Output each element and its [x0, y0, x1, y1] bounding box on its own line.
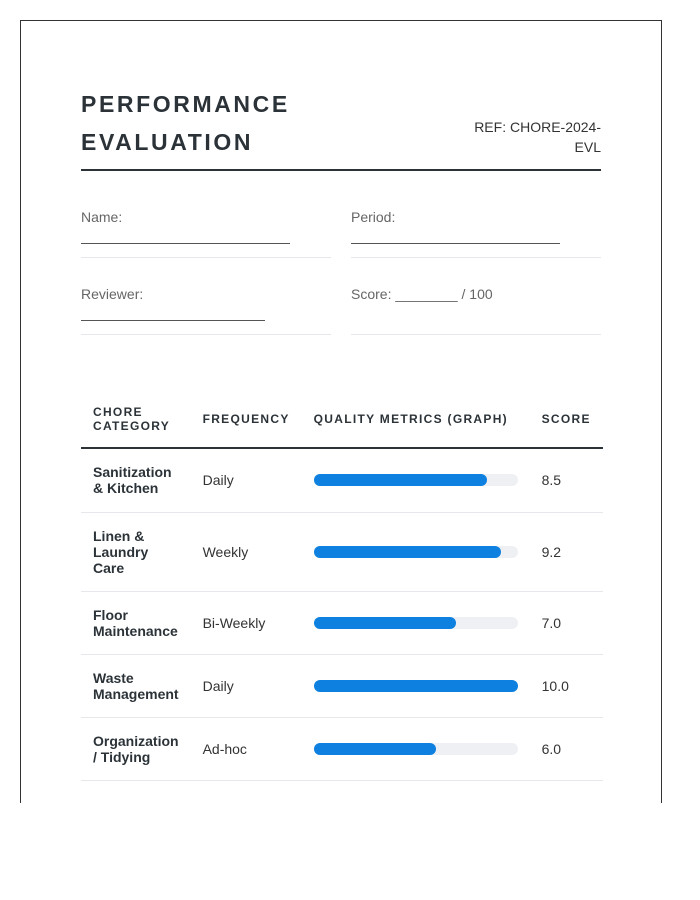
period-label: Period:: [351, 209, 396, 225]
progress-bar-track: [314, 474, 518, 486]
chore-category: [81, 717, 191, 780]
frequency-cell: Daily: [191, 448, 302, 512]
frequency-cell: Weekly: [191, 512, 302, 591]
period-blank-line: [351, 243, 560, 244]
table-header-row: [81, 391, 603, 448]
frequency-cell: Bi-Weekly: [191, 591, 302, 654]
chore-category: [81, 512, 191, 591]
reference-line-1: REF: CHORE-2024-: [474, 119, 601, 135]
score-cell: 9.2: [530, 512, 603, 591]
title-line-2: EVALUATION: [81, 129, 254, 155]
chore-category: [81, 448, 191, 512]
chore-category-line: Sanitization: [93, 464, 172, 481]
chore-category-line: Laundry: [93, 543, 149, 560]
chore-category-line: Organization: [93, 732, 179, 749]
score-cell: 6.0: [530, 717, 603, 780]
chore-category: [81, 591, 191, 654]
document-header: [81, 81, 601, 171]
score-cell: 7.0: [530, 591, 603, 654]
chore-category-line: / Tidying: [93, 748, 151, 765]
progress-bar-track: [314, 743, 518, 755]
header-category: [81, 391, 191, 448]
reference-line-2: EVL: [574, 139, 601, 155]
metrics-cell: [302, 512, 530, 591]
chore-category-line: Linen &: [93, 527, 145, 544]
progress-bar-fill: [314, 546, 502, 558]
reviewer-field[interactable]: [81, 286, 331, 335]
score-cell: 10.0: [530, 654, 603, 717]
frequency-cell: Daily: [191, 654, 302, 717]
header-category-line-1: CHORE: [93, 405, 143, 419]
table-row: [81, 654, 603, 717]
evaluation-page: [20, 20, 662, 803]
reference-code: [461, 117, 601, 157]
header-metrics: QUALITY METRICS (GRAPH): [302, 391, 530, 448]
table-row: [81, 591, 603, 654]
progress-bar-track: [314, 546, 518, 558]
table-row: [81, 448, 603, 512]
chore-category-line: Maintenance: [93, 622, 178, 639]
chore-category-line: Management: [93, 685, 179, 702]
metrics-cell: [302, 717, 530, 780]
score-label: Score: ________ / 100: [351, 286, 493, 302]
frequency-cell: Ad-hoc: [191, 717, 302, 780]
progress-bar-fill: [314, 474, 487, 486]
score-field[interactable]: [351, 286, 601, 335]
score-cell: 8.5: [530, 448, 603, 512]
chore-table: [81, 391, 603, 781]
chore-category-line: Floor: [93, 606, 128, 623]
table-row: [81, 512, 603, 591]
progress-bar-fill: [314, 680, 518, 692]
table-row: [81, 717, 603, 780]
chore-category-line: & Kitchen: [93, 480, 159, 497]
chore-category-line: Care: [93, 559, 125, 576]
reviewer-label: Reviewer:: [81, 286, 144, 302]
page-title: [81, 85, 290, 161]
name-field[interactable]: [81, 209, 331, 258]
progress-bar-track: [314, 680, 518, 692]
reviewer-blank-line: [81, 320, 265, 321]
progress-bar-fill: [314, 743, 436, 755]
period-field[interactable]: [351, 209, 601, 258]
name-blank-line: [81, 243, 290, 244]
metrics-cell: [302, 448, 530, 512]
title-line-1: PERFORMANCE: [81, 91, 290, 117]
name-label: Name:: [81, 209, 123, 225]
progress-bar-track: [314, 617, 518, 629]
header-score: SCORE: [530, 391, 603, 448]
chore-category: [81, 654, 191, 717]
header-frequency: FREQUENCY: [191, 391, 302, 448]
header-category-line-2: CATEGORY: [93, 419, 171, 433]
chore-category-line: Waste: [93, 669, 134, 686]
metrics-cell: [302, 654, 530, 717]
progress-bar-fill: [314, 617, 457, 629]
metrics-cell: [302, 591, 530, 654]
